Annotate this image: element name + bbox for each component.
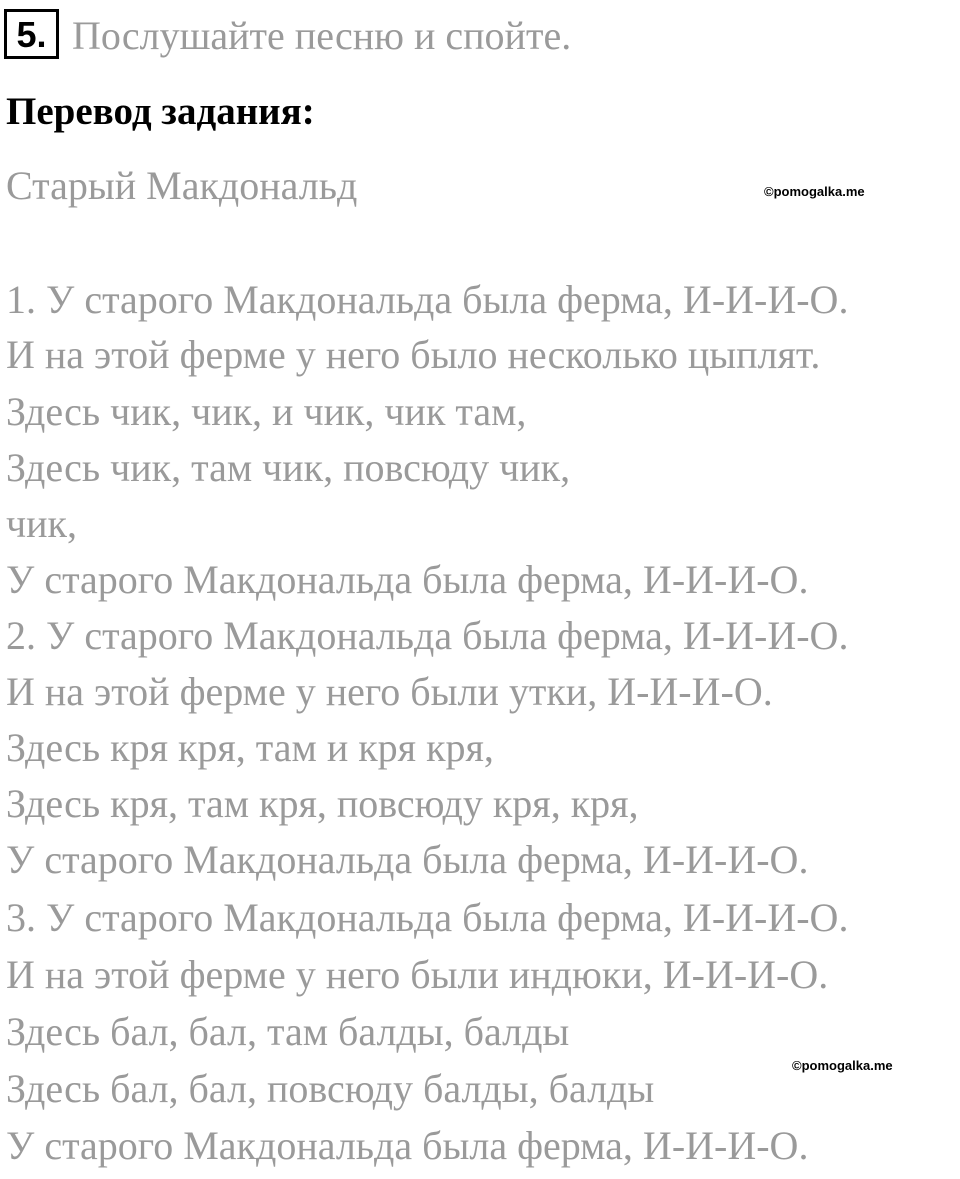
song-line: Здесь чик, там чик, повсюду чик, xyxy=(6,445,571,490)
song-line: 3. У старого Макдональда была ферма, И-И-И-О. xyxy=(6,895,849,940)
watermark: ©pomogalka.me xyxy=(792,1058,893,1073)
song-line: И на этой ферме у него были индюки, И-И-И-О. xyxy=(6,952,829,997)
song-line: И на этой ферме у него было несколько цыплят. xyxy=(6,332,821,377)
song-line: Здесь бал, бал, повсюду балды, балды xyxy=(6,1066,655,1111)
song-line: Здесь кря, там кря, повсюду кря, кря, xyxy=(6,781,639,826)
task-instruction: Послушайте песню и спойте. xyxy=(72,13,572,58)
task-number-box: 5. xyxy=(4,9,59,59)
song-line: У старого Макдональда была ферма, И-И-И-О. xyxy=(6,1123,809,1168)
song-line: У старого Макдональда была ферма, И-И-И-О. xyxy=(6,837,809,882)
song-line: И на этой ферме у него были утки, И-И-И-О. xyxy=(6,669,773,714)
song-line: чик, xyxy=(6,501,77,546)
song-title: Старый Макдональд xyxy=(6,163,358,208)
song-line: Здесь чик, чик, и чик, чик там, xyxy=(6,389,527,434)
translation-heading: Перевод задания: xyxy=(6,90,315,133)
watermark: ©pomogalka.me xyxy=(764,184,865,199)
song-line: У старого Макдональда была ферма, И-И-И-О. xyxy=(6,557,809,602)
song-line: Здесь кря кря, там и кря кря, xyxy=(6,725,494,770)
song-line: 1. У старого Макдональда была ферма, И-И-И-О. xyxy=(6,277,849,322)
song-line: 2. У старого Макдональда была ферма, И-И-И-О. xyxy=(6,613,849,658)
song-line: Здесь бал, бал, там балды, балды xyxy=(6,1009,570,1054)
